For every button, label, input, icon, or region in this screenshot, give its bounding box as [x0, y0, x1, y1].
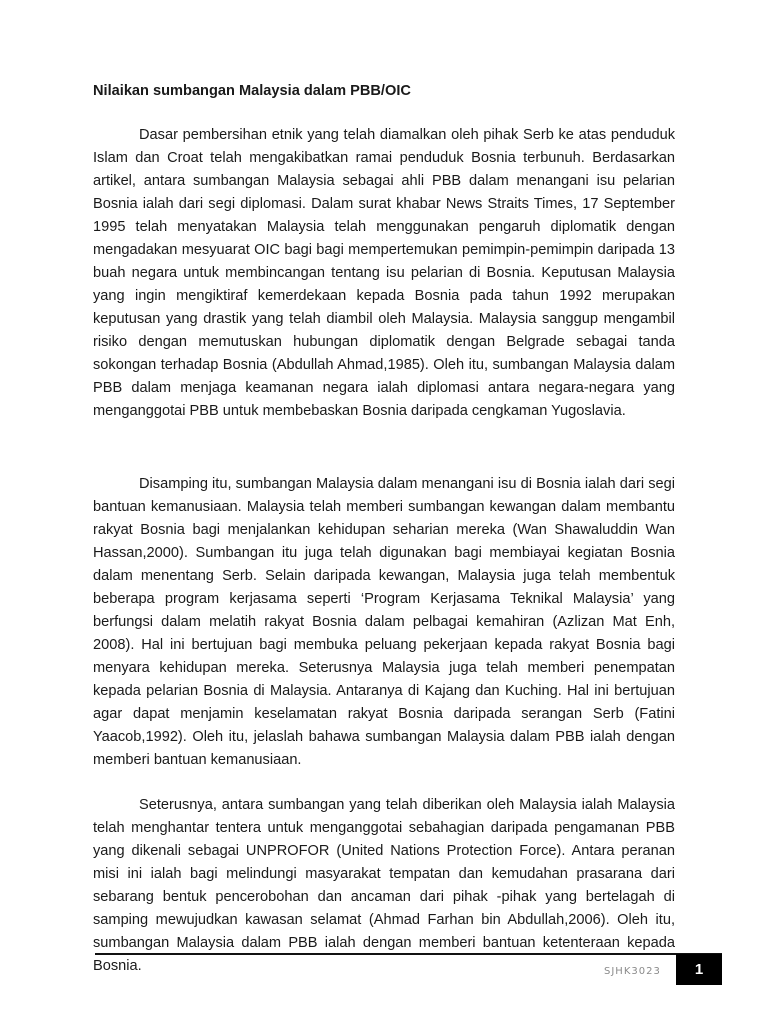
document-body — [93, 124, 675, 978]
page-title: Nilaikan sumbangan Malaysia dalam PBB/OIC — [93, 83, 411, 99]
course-code: SJHK3023 — [604, 966, 661, 977]
paragraph-diplomacy: Dasar pembersihan etnik yang telah diamalkan oleh pihak Serb ke atas penduduk Islam dan Croat telah mengakibatkan ramai penduduk Bosnia terbunuh. Berdasarkan artikel, antara sumbangan Malaysia sebagai ahli PBB dalam menangani isu pelarian Bosnia ialah dari segi diplomasi. Dalam surat khabar News Straits Times, 17 September 1995 telah menyatakan Malaysia telah menggunakan pengaruh diplomatik dengan mengadakan mesyuarat OIC bagi bagi mempertemukan pemimpin-pemimpin daripada 13 buah negara untuk membincangan tentang isu pelarian di Bosnia. Keputusan Malaysia yang ingin mengiktiraf kemerdekaan kepada Bosnia pada tahun 1992 merupakan keputusan yang drastik yang telah diambil oleh Malaysia. Malaysia sanggup mengambil risiko dengan memutuskan hubungan diplomatik dengan Belgrade sebagai tanda sokongan terhadap Bosnia (Abdullah Ahmad,1985). Oleh itu, sumbangan Malaysia dalam PBB dalam menjaga keamanan negara ialah diplomasi antara negara-negara yang menganggotai PBB untuk membebaskan Bosnia daripada cengkaman Yugoslavia. — [93, 127, 675, 419]
footer-divider — [95, 953, 722, 955]
paragraph-humanitarian-aid: Disamping itu, sumbangan Malaysia dalam menangani isu di Bosnia ialah dari segi bantuan kemanusiaan. Malaysia telah memberi sumbangan kewangan dalam membantu rakyat Bosnia bagi menjalankan kehidupan seharian mereka (Wan Shawaluddin Wan Hassan,2000). Sumbangan itu juga telah digunakan bagi membiayai kegiatan Bosnia dalam menentang Serb. Selain daripada kewangan, Malaysia juga telah membentuk beberapa program kerjasama seperti ‘Program Kerjasama Teknikal Malaysia’ yang berfungsi dalam melatih rakyat Bosnia dalam pelbagai kemahiran (Azlizan Mat Enh, 2008). Hal ini bertujuan bagi membuka peluang pekerjaan kepada rakyat Bosnia bagi menyara kehidupan mereka. Seterusnya Malaysia juga telah memberi penempatan kepada pelarian Bosnia di Malaysia. Antaranya di Kajang dan Kuching. Hal ini bertujuan agar dapat menjamin keselamatan rakyat Bosnia daripada serangan Serb (Fatini Yaacob,1992). Oleh itu, jelaslah bahawa sumbangan Malaysia dalam PBB ialah dengan memberi bantuan kemanusiaan. — [93, 476, 675, 768]
paragraph-military-aid: Seterusnya, antara sumbangan yang telah diberikan oleh Malaysia ialah Malaysia telah menghantar tentera untuk menganggotai sebahagian daripada pengamanan PBB yang dikenali sebagai UNPROFOR (United Nations Protection Force). Antara peranan misi ini ialah bagi melindungi masyarakat tempatan dan kemudahan prasarana dari sebarang bentuk pencerobohan dan ancaman dari pihak -pihak yang bertelagah di samping mewujudkan kawasan selamat (Ahmad Farhan bin Abdullah,2006). Oleh itu, sumbangan Malaysia dalam PBB ialah dengan memberi bantuan ketenteraan kepada Bosnia. — [93, 797, 675, 974]
page-number: 1 — [676, 954, 722, 985]
